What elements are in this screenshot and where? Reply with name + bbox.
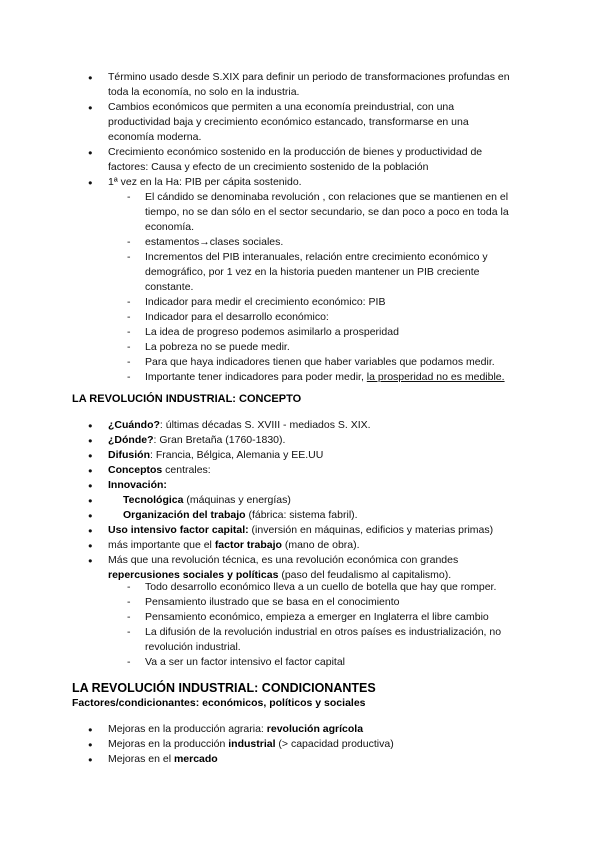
- subheading-factores: Factores/condicionantes: económicos, políticos y sociales: [72, 697, 366, 709]
- concepto-sub-list: [0, 580, 600, 670]
- uso-label: Uso intensivo factor capital:: [108, 524, 249, 536]
- list-item: [0, 433, 600, 448]
- sub-list-item: [0, 370, 600, 385]
- list-item: [0, 752, 600, 767]
- industrial-label: industrial: [228, 738, 276, 750]
- sub-list-item: - Para que haya indicadores tienen que haber variables que podamos medir.: [0, 355, 600, 370]
- list-item: [0, 508, 600, 523]
- heading-concepto: LA REVOLUCIÓN INDUSTRIAL: CONCEPTO: [72, 393, 302, 405]
- cuando-label: ¿Cuándo?: [108, 419, 160, 431]
- organizacion-text: (fábrica: sistema fabril).: [245, 509, 358, 521]
- list-item: [0, 478, 600, 493]
- tecnologica-label: Tecnológica: [123, 494, 184, 506]
- list-item: [0, 523, 600, 538]
- donde-label: ¿Dónde?: [108, 434, 154, 446]
- sub-list-item: - Todo desarrollo económico lleva a un cuello de botella que hay que romper.: [0, 580, 600, 595]
- sub-list-item: - Indicador para el desarrollo económico:: [0, 310, 600, 325]
- list-item: [0, 463, 600, 478]
- repercusiones-label: repercusiones sociales y políticas: [108, 569, 279, 581]
- list-item: [0, 418, 600, 433]
- organizacion-label: Organización del trabajo: [123, 509, 246, 521]
- sub-list-item: - El cándido se denominaba revolución , con relaciones que se mantienen en el tiempo, no se dan sólo en el sector secundario, se dan poco a poco en toda la economía.: [0, 190, 600, 235]
- mas-text-end: (mano de obra).: [281, 539, 360, 551]
- mas-text: más importante que el: [108, 539, 215, 551]
- donde-text: : Gran Bretaña (1760-1830).: [153, 434, 286, 446]
- list-item: [0, 448, 600, 463]
- tecnologica-text: (máquinas y energías): [183, 494, 291, 506]
- intro-bullet-list: [0, 70, 600, 190]
- ind-text-end: (> capacidad productiva): [275, 738, 394, 750]
- cuando-text: : últimas décadas S. XVIII - mediados S. XIX.: [159, 419, 371, 431]
- conceptos-text: centrales:: [162, 464, 211, 476]
- underlined-text: la prosperidad no es medible.: [366, 371, 505, 383]
- list-item: [0, 493, 600, 508]
- agr-text: Mejoras en la producción agraria:: [108, 723, 267, 735]
- sub-item-text: Importante tener indicadores para poder medir,: [145, 371, 367, 383]
- intro-sub-list: [0, 190, 600, 385]
- list-item: ● Término usado desde S.XIX para definir un periodo de transformaciones profundas en toda la economía, no solo en la industria.: [0, 70, 600, 100]
- ind-text: Mejoras en la producción: [108, 738, 229, 750]
- sub-list-item: - La idea de progreso podemos asimilarlo a prosperidad: [0, 325, 600, 340]
- list-item: [0, 737, 600, 752]
- conceptos-label: Conceptos: [108, 464, 163, 476]
- list-item: ● Cambios económicos que permiten a una economía preindustrial, con una productividad baja y crecimiento económico estancado, transformarse en una economía moderna.: [0, 100, 600, 145]
- sub-list-item: - Pensamiento económico, empieza a emerger en Inglaterra el libre cambio: [0, 610, 600, 625]
- list-item: [0, 553, 600, 583]
- mer-text: Mejoras en el: [108, 753, 174, 765]
- difusion-label: Difusión: [108, 449, 150, 461]
- sub-list-item: - estamentos→clases sociales.: [0, 235, 600, 250]
- sub-list-item: - La pobreza no se puede medir.: [0, 340, 600, 355]
- revol-text-end: (paso del feudalismo al capitalismo).: [278, 569, 452, 581]
- uso-text: (inversión en máquinas, edificios y materias primas): [248, 524, 494, 536]
- mercado-label: mercado: [173, 753, 218, 765]
- revol-text: Más que una revolución técnica, es una revolución económica con grandes: [108, 554, 459, 566]
- list-item: [0, 538, 600, 553]
- factor-trabajo-label: factor trabajo: [214, 539, 282, 551]
- heading-condicionantes: LA REVOLUCIÓN INDUSTRIAL: CONDICIONANTES: [72, 681, 376, 695]
- sub-list-item: - Indicador para medir el crecimiento económico: PIB: [0, 295, 600, 310]
- innovacion-label: Innovación:: [108, 479, 167, 491]
- difusion-text: : Francia, Bélgica, Alemania y EE.UU: [150, 449, 324, 461]
- sub-list-item: - Pensamiento ilustrado que se basa en el conocimiento: [0, 595, 600, 610]
- revolucion-agricola-label: revolución agrícola: [266, 723, 364, 735]
- list-item: [0, 722, 600, 737]
- sub-list-item: - La difusión de la revolución industrial en otros países es industrialización, no revolución industrial.: [0, 625, 600, 655]
- condicionantes-list: [0, 722, 600, 767]
- sub-list-item: - Incrementos del PIB interanuales, relación entre crecimiento económico y demográfico, por 1 vez en la historia pueden mantener un PIB creciente constante.: [0, 250, 600, 295]
- sub-list-item: - Va a ser un factor intensivo el factor capital: [0, 655, 600, 670]
- concepto-list: [0, 418, 600, 583]
- list-item: ● Crecimiento económico sostenido en la producción de bienes y productividad de factores: Causa y efecto de un crecimiento sostenido de la población: [0, 145, 600, 175]
- list-item: ● 1ª vez en la Ha: PIB per cápita sostenido.: [0, 175, 600, 190]
